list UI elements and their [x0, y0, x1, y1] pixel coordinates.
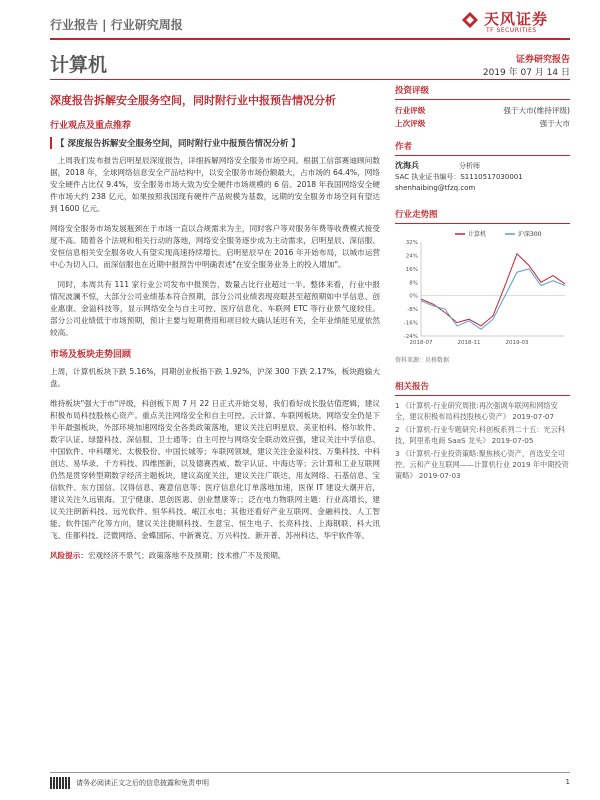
chart-svg [395, 228, 570, 353]
x-tick-label: 2018-11 [457, 340, 481, 346]
chart-heading: 行业走势图 [395, 204, 570, 224]
related-heading: 相关报告 [395, 376, 570, 396]
logo-text-en: TF SECURITIES [486, 27, 537, 34]
related-report-item[interactable]: 2 《计算机-行业专题研究:科创板系列二十五：光云科技，阿里系电商 SaaS 龙头》 2019-07-05 [395, 425, 566, 445]
legend-label: 沪深300 [518, 231, 542, 238]
disclaimer-note: 请务必阅读正文之后的信息披露和免责申明 [76, 779, 209, 787]
x-tick-label: 2018-07 [409, 340, 433, 346]
barcode-icon [50, 777, 70, 789]
paragraph: 维持板块"强大于市"评级，科创板下周 7 月 22 日正式开始交易，我们看好成长股估值逻辑，建议积极布局科技股核心资产。重点关注网络安全和自主可控、云计算、车联网板块。网络安全仍是下半年最强板块，外部环境加速网络安全各类政策落地，建议关注启明星辰、美亚柏科、格尔软件、数字认证、绿盟科技、深信服、卫士通等；自主可控与网络安全联动效应强，建议关注中孚信息、中国软件、中科曙光、太极股份、中国长城等；车联网领域，建议关注金溢科技、万集科技、中科创达、易华录、千方科技、四维图新，以及德赛西威、数字认证、中海达等；云计算和工业互联网仍然是贯穿转型期数字经济主题板块，建议高度关注，建议关注广联达、用友网络、石基信息、宝信软件、东方国信、汉得信息、赛意信息等；医疗信息化订单落地加速，医保 IT 建设大潮开启，建议关注久远银海、卫宁健康、思创医惠、创业慧康等；；泛在电力物联网主题：行业高增长，建议关注朗新科技、远光软件、恒华科技、岷江水电；其他还看好产业互联网、金融科技、人工智能、软件国产化等方向，建议关注捷顺科技、生意宝、恒生电子、长亮科技、上海钢联、科大讯飞、佳都科技、泛微网络、金蝶国际、中新赛克、万兴科技、新开普、苏州科达、华宇软件等。 [50, 399, 380, 540]
report-category: 行业报告 | 行业研究周报 [50, 18, 183, 32]
section-heading-market: 市场及板块走势回顾 [50, 350, 132, 360]
y-tick-label: -8% [407, 307, 418, 314]
y-tick-label: 32% [405, 240, 418, 246]
series-line-1 [421, 269, 565, 329]
report-title: 深度报告拆解安全服务空间，同时附行业中报预告情况分析 [50, 94, 336, 107]
logo-text-cn: 天风证券 [484, 10, 549, 28]
related-report-item[interactable]: 1 《计算机-行业研究周报:再次强调车联网和网络安全，建议积极布局科技股核心资产》 2019-07-07 [395, 401, 558, 421]
rating-row [395, 117, 570, 130]
paragraph: 同时，本周共有 111 家行业公司发布中报预告，数量占比行业超过一半。整体来看，行业中报情况波澜不惊，大部分公司业绩基本符合预期，部分公司业绩表现亮眼甚至超预期如中孚信息、创业惠康、金溢科技等，显示网络安全与自主可控、医疗信息化、车联网 ETC 等行业景气度较佳。部分公司业绩低于市场预期，预计主要与短期费用和项目较大确认延迟有关，全年业绩能见度依然较高。 [50, 280, 380, 337]
section-heading-views: 行业观点及重点推荐 [50, 121, 132, 131]
x-tick-label: 2019-03 [505, 340, 529, 346]
report-type: 证券研究报告 [515, 55, 570, 65]
industry-trend-chart [395, 228, 570, 353]
analyst-heading: 作者 [395, 136, 570, 156]
y-tick-label: 8% [409, 280, 418, 287]
y-tick-label: -16% [403, 320, 418, 327]
analyst-title: 分析师 [459, 162, 480, 170]
sector-name: 计算机 [50, 54, 108, 76]
analyst-name: 沈海兵 [395, 161, 419, 170]
main-content [50, 118, 380, 562]
page-number: 1 [565, 778, 570, 786]
report-header [50, 8, 570, 38]
chart-source: 资料来源：贝格数据 [395, 357, 450, 364]
risk-note [50, 550, 380, 562]
risk-text: 宏观经济不景气；政策落地不及预期；技术推广不及预期。 [87, 551, 286, 560]
page-footer [50, 772, 570, 792]
y-tick-label: 24% [405, 253, 418, 260]
y-tick-label: 0% [409, 293, 418, 300]
y-tick-label: 16% [405, 266, 418, 273]
analyst-cert: SAC 执业证书编号：S1110517030001 [395, 173, 523, 181]
rating-value: 强于大市 [539, 119, 570, 128]
tf-logo-icon [460, 10, 480, 30]
report-date: 2019 年 07 月 14 日 [482, 68, 570, 78]
rating-heading: 投资评级 [395, 80, 570, 100]
analyst-email[interactable]: shenhaibing@tfzq.com [395, 184, 476, 192]
rating-key: 上次评级 [395, 119, 426, 128]
series-line-0 [421, 254, 565, 326]
related-report-item[interactable]: 3 《计算机-行业投资策略:聚焦核心资产，首选安全可控、云和产业互联网——计算机行业 2019 年中期投资策略》 2019-07-03 [395, 449, 569, 480]
brand-logo [460, 8, 570, 38]
rating-row [395, 104, 570, 117]
paragraph: 上周，计算机板块下跌 5.16%，同期创业板指下跌 1.92%，沪深 300 下跌 2.17%，板块跑输大盘。 [50, 367, 380, 388]
rating-key: 行业评级 [395, 106, 426, 115]
paragraph: 网络安全服务市场发展瓶颈在于市场一直以合规需求为主，同时客户等对服务年费等收费模式接受度不高。随着各个法规和相关行动的落地，网络安全服务逐步成为主动需求，启明星辰、深信服、安恒信息相关安全服务收入有望实现高速持续增长。启明星辰早在 2016 年开始布局，以城市运营中心为切入口。而深信服也在近期中报预告中明确表述"在安全服务业务上的投入增加"。 [50, 224, 380, 269]
legend-label: 计算机 [468, 231, 487, 238]
y-tick-label: -24% [403, 334, 418, 340]
header-divider [50, 38, 570, 40]
rating-value: 强于大市(维持评级) [503, 106, 570, 115]
paragraph: 上周我们发布报告启明星辰深度报告，详细拆解网络安全服务市场空间。根据工信部赛迪顾问数据，2018 年，全球网络信息安全产品结构中，以安全服务市场份额最大，占市场的 64.4%，网络安全硬件占比仅 9.4%，安全服务市场大致为安全硬件市场规模的 6 倍。2018 年我国网络安全硬件市场大约 238 亿元，如果按照我国现有硬件产品规模为基数，远期的安全服务市场空间有望达到 1600 亿元。 [50, 156, 380, 213]
risk-label: 风险提示： [50, 551, 88, 560]
sidebar [395, 80, 570, 483]
sub-heading: 【 深度报告拆解安全服务空间，同时附行业中报预告情况分析 】 [50, 137, 380, 149]
analyst-info [395, 160, 570, 194]
